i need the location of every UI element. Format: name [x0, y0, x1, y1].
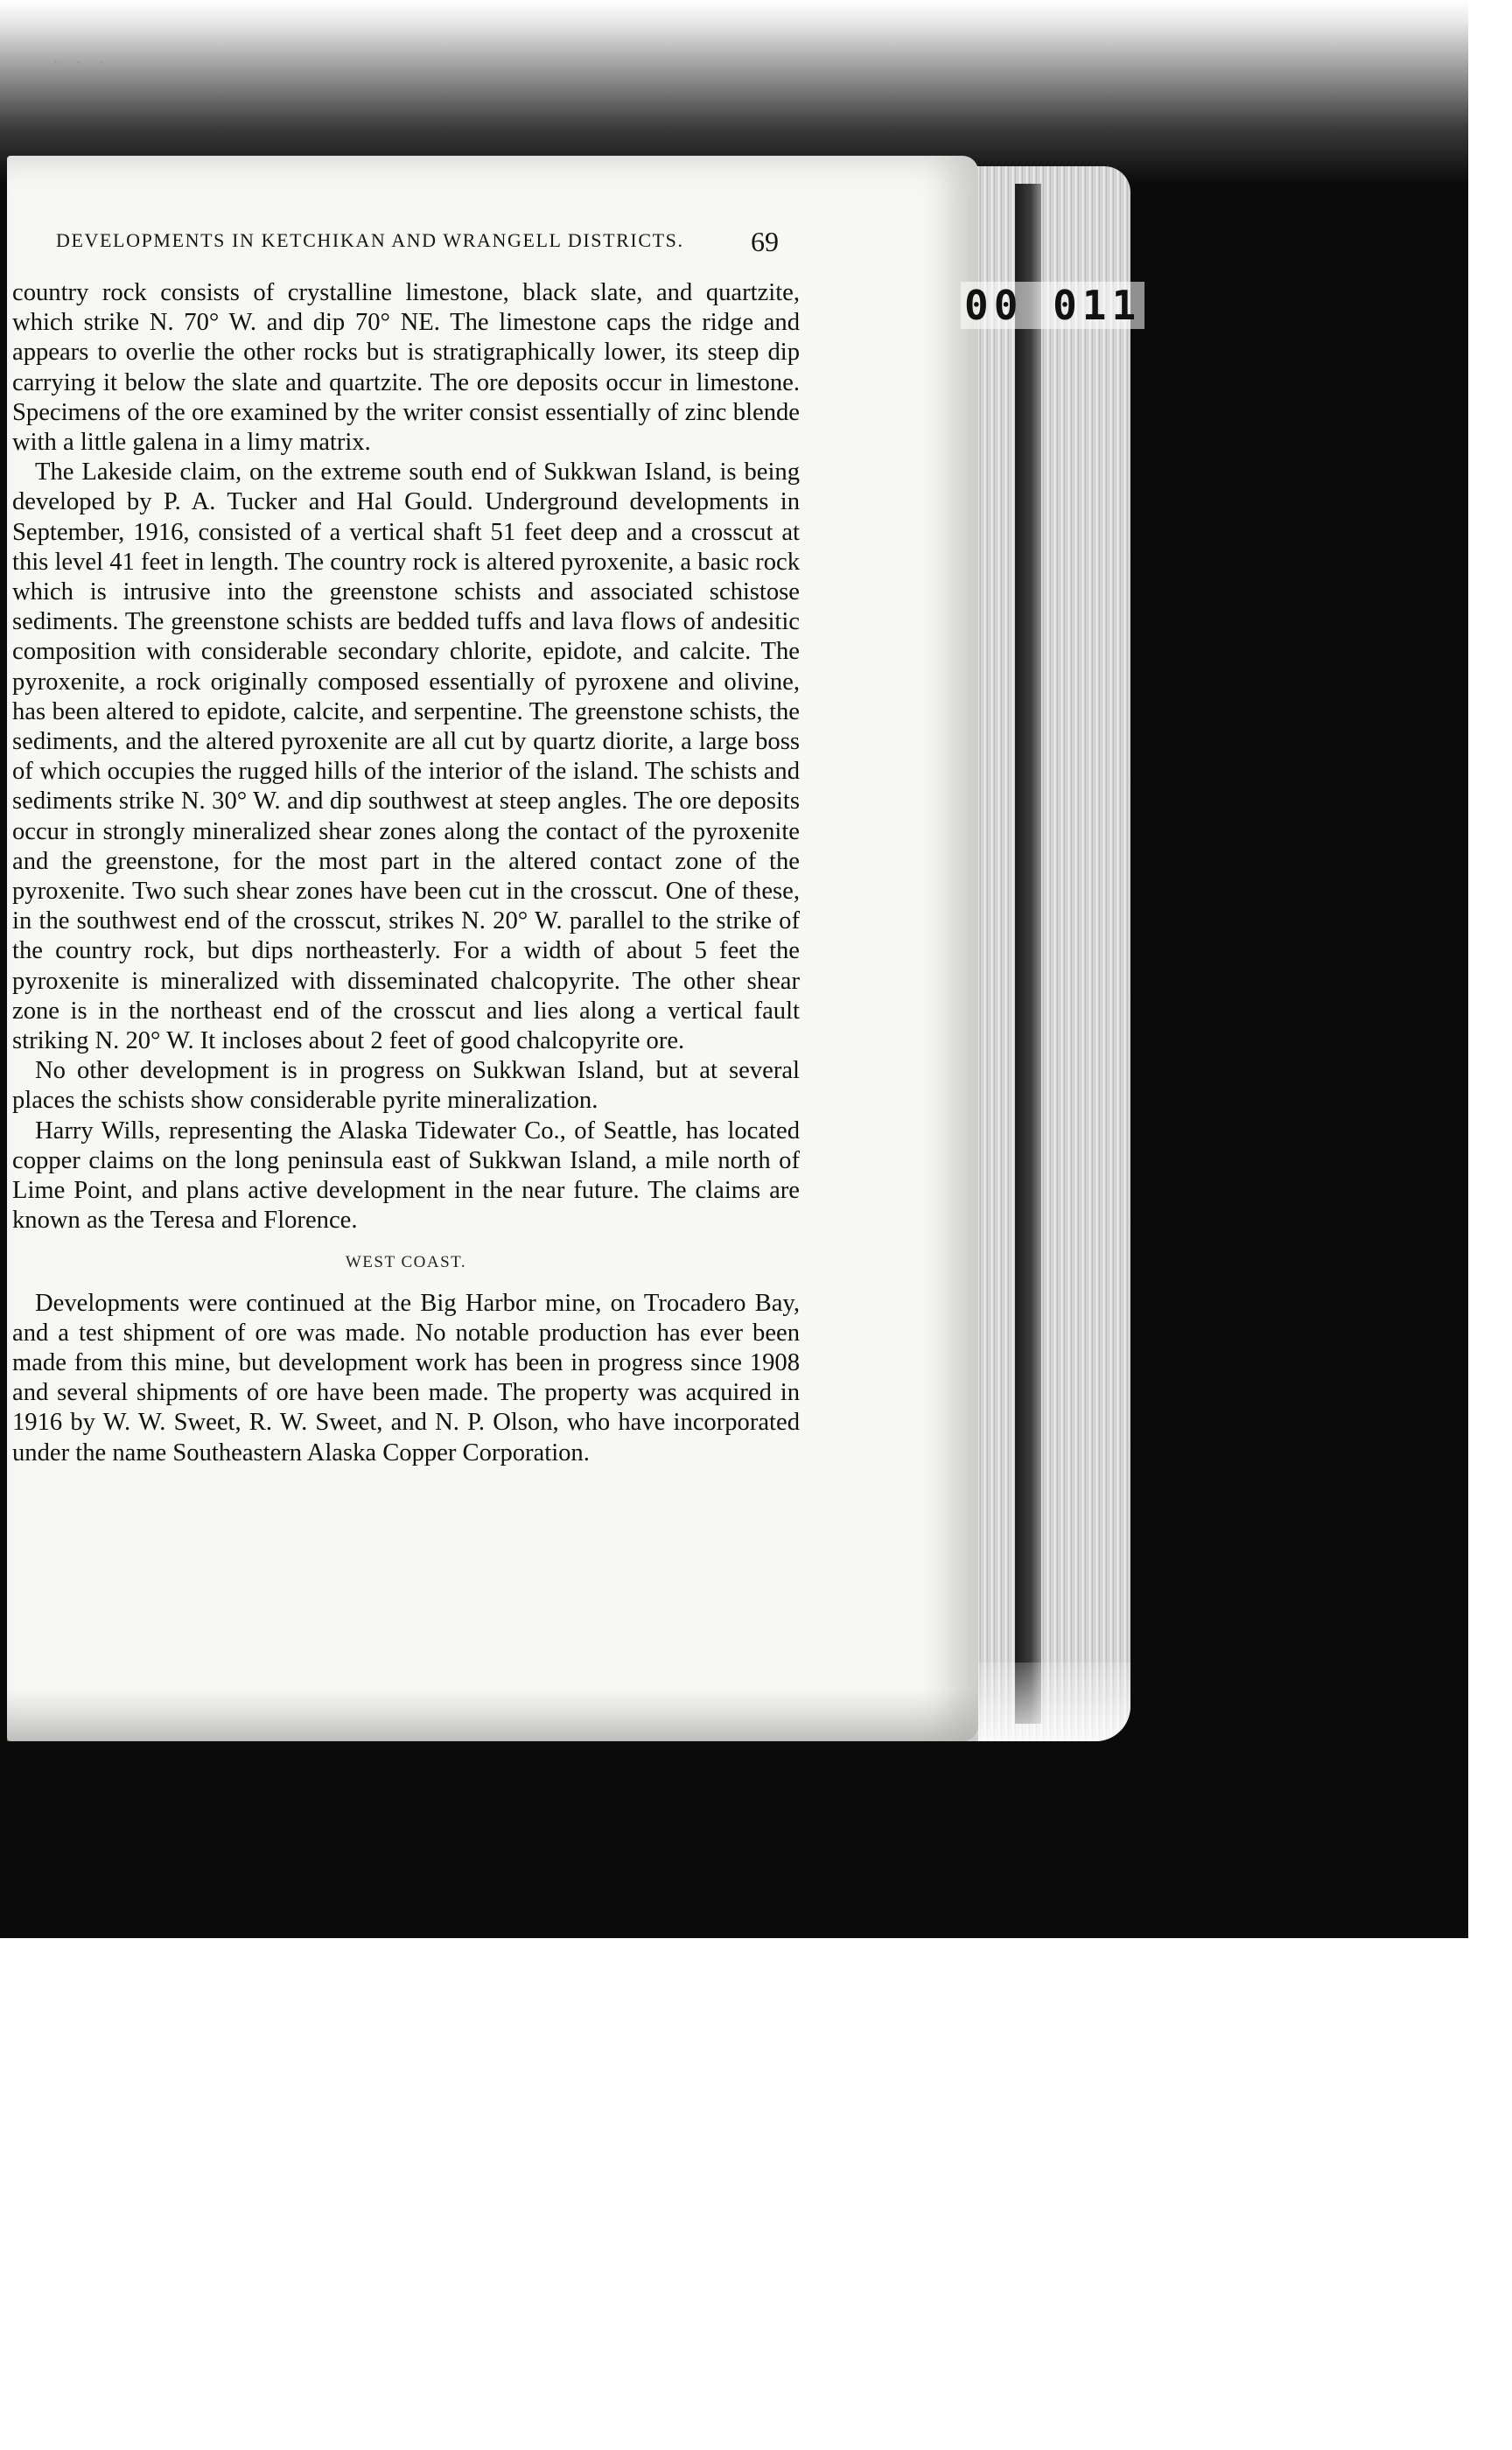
book-page-edges — [956, 166, 1130, 1741]
paragraph-1: country rock consists of crystalline limestone, black slate, and quartzite, which strike N. 70° W. and dip 70° NE. The limestone caps the ridge and appears to overlie the other rocks but is stratigraphically lower, its steep dip carrying it below the slate and quartzite. The ore deposits occur in limestone. Specimens of the ore examined by the writer consist essentially of zinc blende with a little galena in a limy matrix. — [12, 279, 800, 457]
archive-stamp: 00 011 — [961, 282, 1144, 329]
book-spine-shadow — [1015, 184, 1041, 1724]
paragraph-2: The Lakeside claim, on the extreme south end of Sukkwan Island, is being developed by P. A. Tucker and Hal Gould. Underground developments in September, 1916, consisted of a vertical shaft 51 feet deep and a crosscut at this level 41 feet in length. The country rock is altered pyroxenite, a basic rock which is intrusive into the greenstone schists and associated schistose sediments. The greenstone schists are bedded tuffs and lava flows of andesitic composition with considerable secondary chlorite, epidote, and calcite. The pyroxenite, a rock originally composed essentially of pyroxene and olivine, has been altered to epidote, calcite, and serpentine. The greenstone schists, the sediments, and the altered pyroxenite are all cut by quartz diorite, a large boss of which occupies the rugged hills of the interior of the island. The schists and sediments strike N. 30° W. and dip southwest at steep angles. The ore deposits occur in strongly mineralized shear zones along the contact of the pyroxenite and the greenstone, for the most part in the altered contact zone of the pyroxenite. Two such shear zones have been cut in the crosscut. One of these, in the southwest end of the crosscut, strikes N. 20° W. parallel to the strike of the country rock, but dips northeasterly. For a width of about 5 feet the pyroxenite is mineralized with disseminated chalcopyrite. The other shear zone is in the northeast end of the crosscut and lies along a vertical fault striking N. 20° W. It incloses about 2 feet of good chalcopyrite ore. — [12, 458, 800, 1055]
page-number: 69 — [751, 226, 779, 257]
page-bottom-shadow — [7, 1689, 978, 1741]
book-page-fold — [956, 1662, 1130, 1741]
scan-specks: · · · — [52, 52, 109, 74]
scan-right-margin — [1468, 0, 1512, 1938]
section-paragraph-1: Developments were continued at the Big Harbor mine, on Trocadero Bay, and a test shipment of ore was made. No notable production has ever been made from this mine, but development work has been in progress since 1908 and several shipments of ore have been made. The property was acquired in 1916 by W. W. Sweet, R. W. Sweet, and N. P. Olson, who have incorporated under the name Southeastern Alaska Copper Corporation. — [12, 1289, 800, 1466]
paragraph-3: No other development is in progress on Sukkwan Island, but at several places the schists show considerable pyrite mineralization. — [12, 1057, 800, 1115]
paragraph-4: Harry Wills, representing the Alaska Tidewater Co., of Seattle, has located copper claims on the long peninsula east of Sukkwan Island, a mile north of Lime Point, and plans active development in the near future. The claims are known as the Teresa and Florence. — [12, 1116, 800, 1235]
body-text — [12, 278, 800, 1468]
section-heading: WEST COAST. — [345, 1252, 467, 1271]
running-header: DEVELOPMENTS IN KETCHIKAN AND WRANGELL DISTRICTS. — [56, 229, 684, 251]
